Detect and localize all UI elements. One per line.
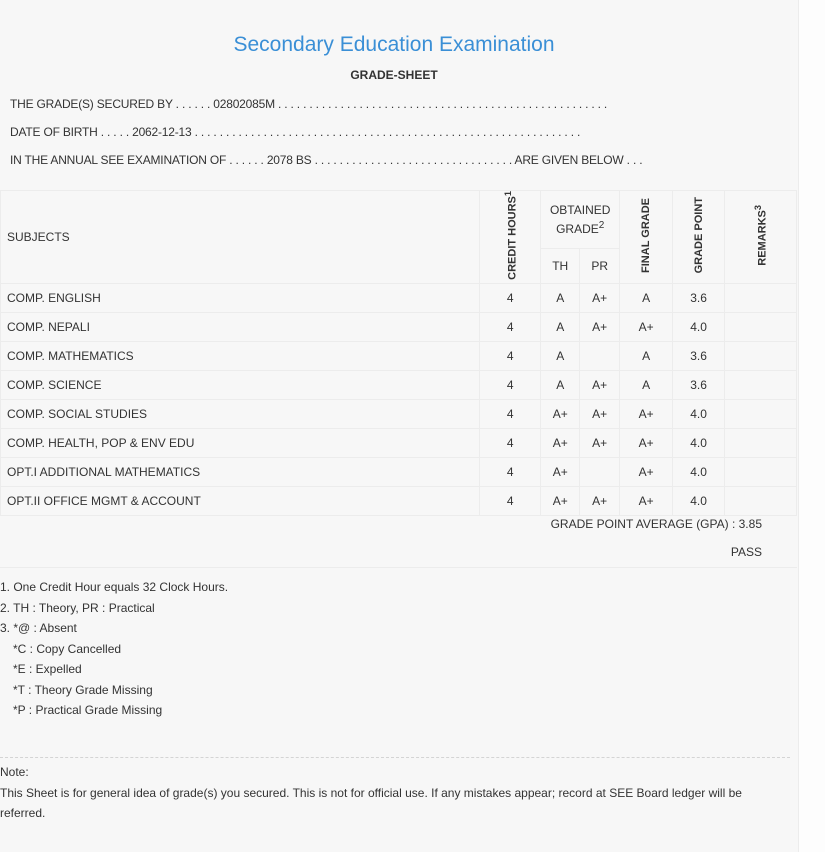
- page-scroll-gutter: [798, 0, 825, 852]
- table-row: [1, 399, 797, 428]
- grades-table: [0, 190, 797, 516]
- divider: [0, 567, 797, 568]
- cell-gp: 4.0: [673, 312, 725, 341]
- note-label: Note:: [0, 765, 29, 779]
- cell-remarks: [725, 428, 797, 457]
- table-row: [1, 428, 797, 457]
- header-obtained-grade: OBTAINED GRADE$^2$: [541, 191, 620, 249]
- cell-pr: A+: [580, 428, 620, 457]
- cell-credit: 4: [480, 428, 541, 457]
- cell-credit: 4: [480, 283, 541, 312]
- cell-th: A: [541, 283, 580, 312]
- cell-credit: 4: [480, 457, 541, 486]
- header-remarks: REMARKS$^3$: [725, 191, 797, 284]
- cell-pr: [580, 457, 620, 486]
- cell-final: A+: [620, 312, 673, 341]
- cell-final: A: [620, 283, 673, 312]
- cell-final: A+: [620, 399, 673, 428]
- gpa-value: GRADE POINT AVERAGE (GPA) : 3.85: [550, 517, 762, 531]
- cell-remarks: [725, 486, 797, 515]
- cell-pr: A+: [580, 312, 620, 341]
- footnote: *E : Expelled: [13, 662, 82, 676]
- cell-th: A+: [541, 457, 580, 486]
- page-title: Secondary Education Examination: [233, 33, 555, 56]
- cell-remarks: [725, 312, 797, 341]
- footnote: *C : Copy Cancelled: [13, 641, 122, 656]
- header-pr: PR: [580, 248, 620, 283]
- dob-line: DATE OF BIRTH . . . . . 2062-12-13 . . . . . . . . . . . . . . . . . . . . . . . . . . . . . . . . . . . . . . . . . . . . . . . . . . . . . . . . . . . . . .: [10, 125, 581, 139]
- cell-remarks: [725, 399, 797, 428]
- cell-credit: 4: [480, 312, 541, 341]
- table-row: [1, 457, 797, 486]
- cell-pr: A+: [580, 370, 620, 399]
- cell-subject: OPT.I ADDITIONAL MATHEMATICS: [1, 457, 480, 486]
- secured-by-line: THE GRADE(S) SECURED BY . . . . . . 02802085M . . . . . . . . . . . . . . . . . . . . . . . . . . . . . . . . . . . . . . . . . . . . . . . . . . . . .: [10, 97, 608, 111]
- table-row: [1, 312, 797, 341]
- cell-gp: 4.0: [673, 428, 725, 457]
- cell-th: A: [541, 312, 580, 341]
- cell-final: A+: [620, 486, 673, 515]
- header-th: TH: [541, 248, 580, 283]
- cell-remarks: [725, 283, 797, 312]
- header-final-grade: FINAL GRADE: [620, 191, 673, 284]
- exam-line: IN THE ANNUAL SEE EXAMINATION OF . . . . . . 2078 BS . . . . . . . . . . . . . . . . . . . . . . . . . . . . . . . . ARE GIVEN BELOW . . .: [10, 153, 643, 167]
- header-grade-point: GRADE POINT: [673, 191, 725, 284]
- header-credit-hours: CREDIT HOURS$^1$: [480, 191, 541, 284]
- cell-pr: A+: [580, 283, 620, 312]
- cell-final: A+: [620, 457, 673, 486]
- cell-subject: COMP. HEALTH, POP & ENV EDU: [1, 428, 480, 457]
- cell-remarks: [725, 370, 797, 399]
- table-row: [1, 486, 797, 515]
- cell-subject: COMP. SOCIAL STUDIES: [1, 399, 480, 428]
- footnote: 1. One Credit Hour equals 32 Clock Hours.: [0, 580, 229, 594]
- footnote: 3. *@ : Absent: [0, 621, 77, 635]
- dashed-divider: [0, 757, 790, 758]
- cell-credit: 4: [480, 486, 541, 515]
- cell-gp: 4.0: [673, 399, 725, 428]
- cell-gp: 4.0: [673, 486, 725, 515]
- cell-th: A: [541, 370, 580, 399]
- table-row: [1, 283, 797, 312]
- cell-subject: COMP. SCIENCE: [1, 370, 480, 399]
- cell-subject: COMP. NEPALI: [1, 312, 480, 341]
- note-text: This Sheet is for general idea of grade(s) you secured. This is not for official use. If any mistakes appear; record at SEE Board ledger will be referred.: [0, 785, 742, 820]
- cell-th: A+: [541, 428, 580, 457]
- sheet-subtitle: GRADE-SHEET: [350, 68, 438, 82]
- cell-final: A: [620, 341, 673, 370]
- cell-final: A: [620, 370, 673, 399]
- cell-gp: 4.0: [673, 457, 725, 486]
- cell-subject: COMP. MATHEMATICS: [1, 341, 480, 370]
- cell-pr: [580, 341, 620, 370]
- cell-gp: 3.6: [673, 341, 725, 370]
- result-status: PASS: [730, 545, 762, 559]
- cell-remarks: [725, 457, 797, 486]
- cell-th: A: [541, 341, 580, 370]
- cell-pr: A+: [580, 486, 620, 515]
- cell-final: A+: [620, 428, 673, 457]
- cell-credit: 4: [480, 370, 541, 399]
- table-row: [1, 370, 797, 399]
- table-row: [1, 341, 797, 370]
- cell-subject: OPT.II OFFICE MGMT & ACCOUNT: [1, 486, 480, 515]
- note-section: [0, 762, 790, 824]
- cell-gp: 3.6: [673, 283, 725, 312]
- footnote: *P : Practical Grade Missing: [13, 703, 163, 717]
- footnote: *T : Theory Grade Missing: [13, 682, 153, 697]
- cell-credit: 4: [480, 341, 541, 370]
- cell-credit: 4: [480, 399, 541, 428]
- cell-th: A+: [541, 486, 580, 515]
- cell-gp: 3.6: [673, 370, 725, 399]
- cell-subject: COMP. ENGLISH: [1, 283, 480, 312]
- cell-pr: A+: [580, 399, 620, 428]
- footnotes: [0, 577, 228, 721]
- cell-th: A+: [541, 399, 580, 428]
- footnote: 2. TH : Theory, PR : Practical: [0, 600, 155, 615]
- cell-remarks: [725, 341, 797, 370]
- header-subjects: SUBJECTS: [1, 191, 480, 284]
